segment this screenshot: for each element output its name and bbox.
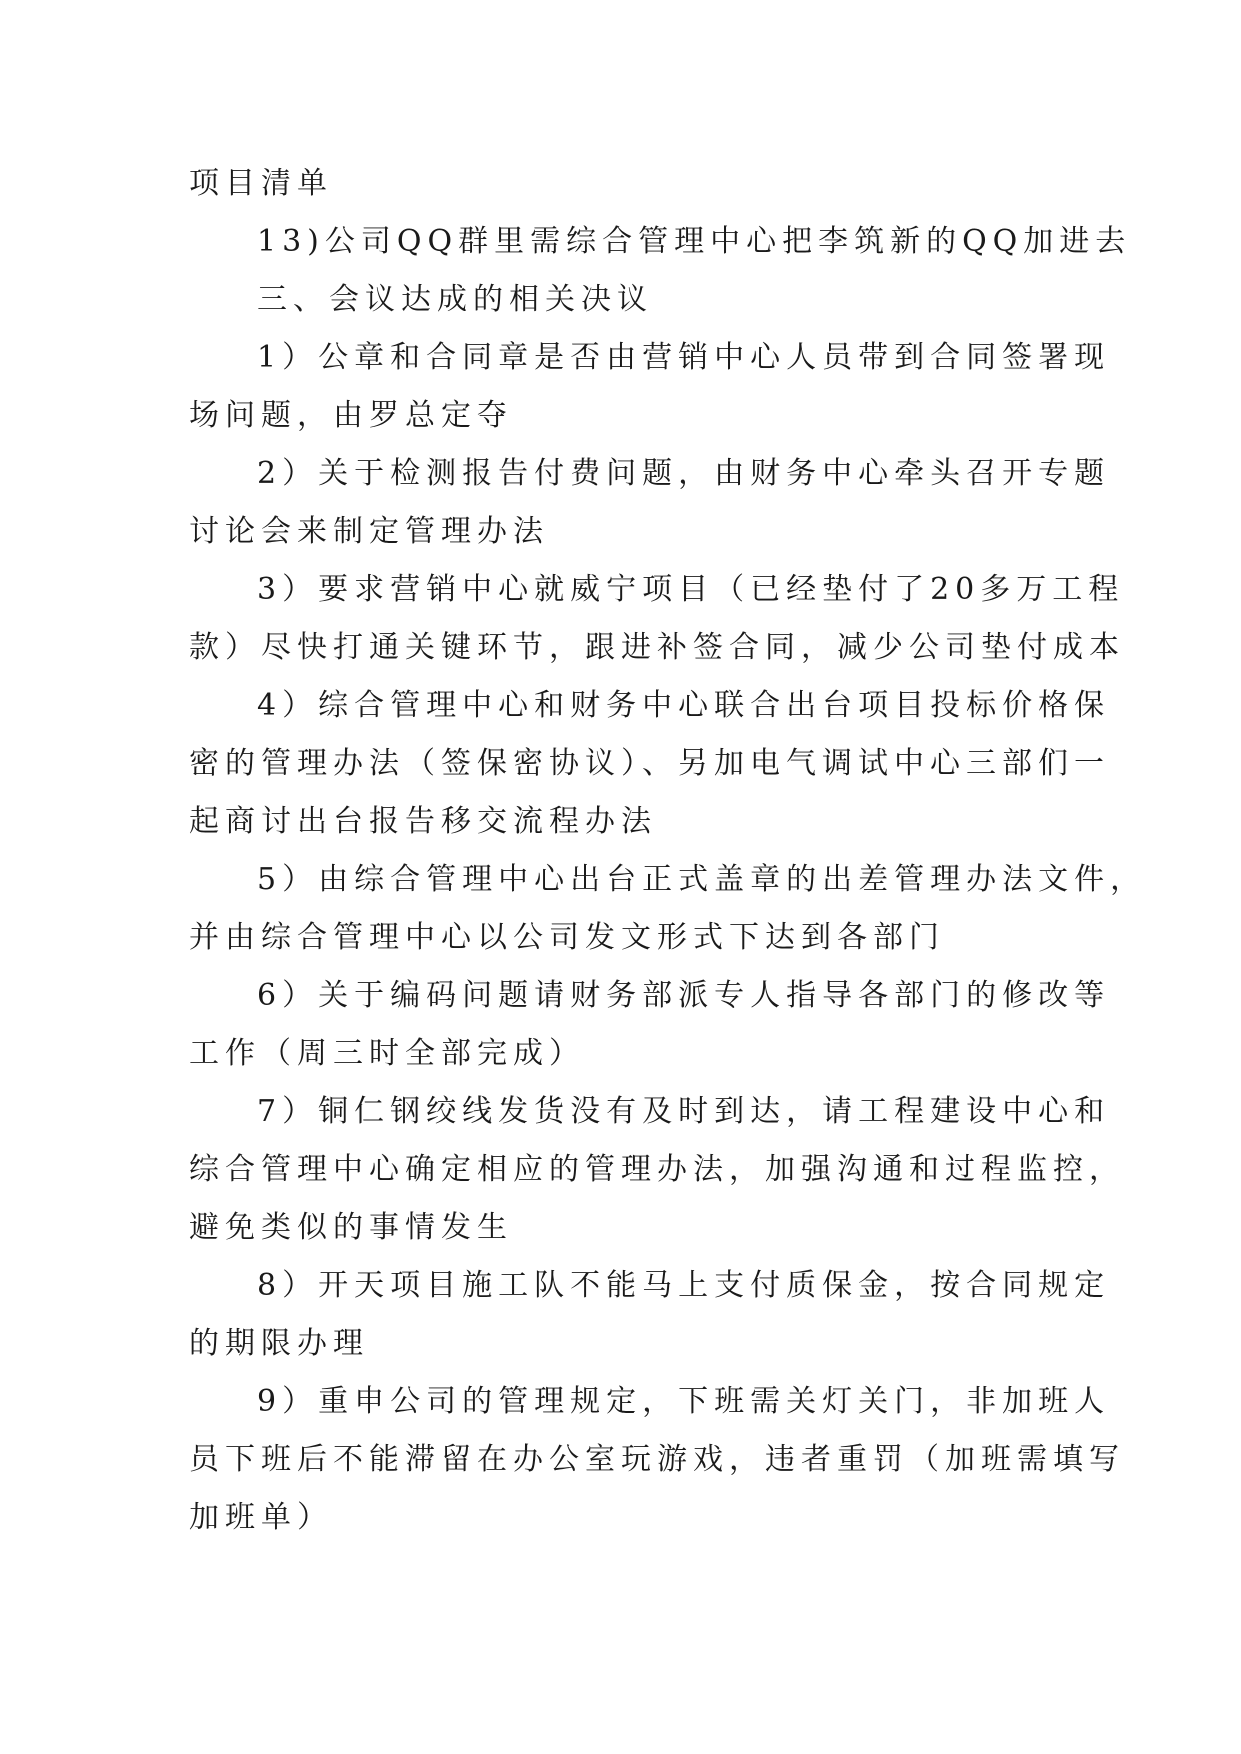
text-line: 项目清单 <box>189 166 333 201</box>
text-line: 加班单） <box>189 1500 333 1535</box>
text-line: 起商讨出台报告移交流程办法 <box>189 804 657 839</box>
text-line: 6）关于编码问题请财务部派专人指导各部门的修改等 <box>257 978 1111 1013</box>
text-line: 8）开天项目施工队不能马上支付质保金，按合同规定 <box>257 1268 1111 1303</box>
text-line: 5）由综合管理中心出台正式盖章的出差管理办法文件， <box>257 862 1147 897</box>
document-body <box>189 155 1147 1547</box>
text-line: 密的管理办法（签保密协议）、另加电气调试中心三部们一 <box>189 746 1110 781</box>
text-line: 场问题，由罗总定夺 <box>189 398 513 433</box>
text-line: 员下班后不能滞留在办公室玩游戏，违者重罚（加班需填写 <box>189 1442 1125 1477</box>
text-line: 13)公司QQ群里需综合管理中心把李筑新的QQ加进去 <box>257 224 1132 259</box>
text-line: 并由综合管理中心以公司发文形式下达到各部门 <box>189 920 945 955</box>
text-line: 3）要求营销中心就威宁项目（已经垫付了20多万工程 <box>257 572 1125 607</box>
text-line: 款）尽快打通关键环节，跟进补签合同，减少公司垫付成本 <box>189 630 1125 665</box>
text-line: 的期限办理 <box>189 1326 369 1361</box>
text-line: 避免类似的事情发生 <box>189 1210 513 1245</box>
text-line: 工作（周三时全部完成） <box>189 1036 585 1071</box>
text-line: 1）公章和合同章是否由营销中心人员带到合同签署现 <box>257 340 1111 375</box>
section-heading: 三、会议达成的相关决议 <box>257 282 653 317</box>
text-line: 2）关于检测报告付费问题，由财务中心牵头召开专题 <box>257 456 1111 491</box>
text-line: 讨论会来制定管理办法 <box>189 514 549 549</box>
text-line: 7）铜仁钢绞线发货没有及时到达，请工程建设中心和 <box>257 1094 1111 1129</box>
text-line: 9）重申公司的管理规定，下班需关灯关门，非加班人 <box>257 1384 1111 1419</box>
text-line: 4）综合管理中心和财务中心联合出台项目投标价格保 <box>257 688 1111 723</box>
text-line: 综合管理中心确定相应的管理办法，加强沟通和过程监控， <box>189 1152 1125 1187</box>
